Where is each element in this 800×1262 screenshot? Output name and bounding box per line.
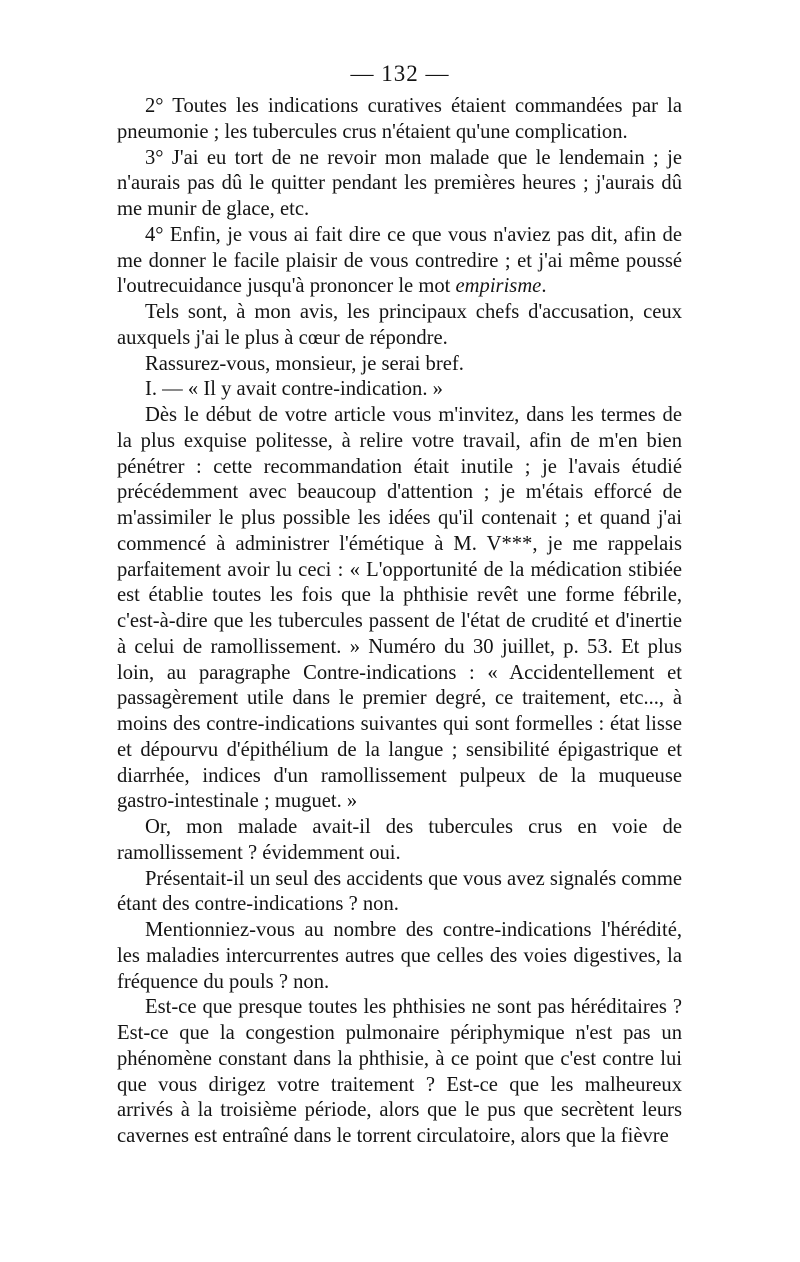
emphasis-empirisme: empirisme — [455, 275, 542, 298]
paragraph-4-end: . — [541, 275, 547, 298]
paragraph-or-mon-malade: Or, mon malade avait-il des tubercules crus en voie de ramollissement ? évidemment oui. — [117, 816, 682, 864]
paragraph-est-ce-que: Est-ce que presque toutes les phthisies ne sont pas héréditaires ? Est-ce que la congestion pulmonaire périphymique n'est pas un phénomène constant dans la phthisie, à ce point que c'est contre lui que vous dirigez votre traitement ? Est-ce que les malheureux arrivés à la troisième période, alors que le pus que secrètent leurs cavernes est entraîné dans le torrent circulatoire, alors que la fièvre — [117, 996, 682, 1147]
paragraph-4-enfin — [117, 223, 682, 300]
paragraph-presentait-il: Présentait-il un seul des accidents que vous avez signalés comme étant des contre-indications ? non. — [117, 867, 682, 916]
paragraph-2-indications: 2° Toutes les indications curatives étaient commandées par la pneumonie ; les tubercules crus n'étaient qu'une complication. — [117, 95, 682, 143]
paragraph-rassurez-vous: Rassurez-vous, monsieur, je serai bref. — [145, 352, 464, 375]
paragraph-mentionniez-vous: Mentionniez-vous au nombre des contre-indications l'hérédité, les maladies intercurrentes autres que celles des voies digestives, la fréquence du pouls ? non. — [117, 919, 682, 993]
paragraph-des-le-debut: Dès le début de votre article vous m'invitez, dans les termes de la plus exquise politesse, à relire votre travail, afin de m'en bien pénétrer : cette recommandation était inutile ; je l'avais étudié précédemment avec beaucoup d'attention ; je m'étais efforcé de m'assimiler le plus possible les idées qu'il contenait ; et quand j'ai commencé à administrer l'émétique à M. V***, je me rappelais parfaitement avoir lu ceci : « L'opportunité de la médication stibiée est établie toutes les fois que la phthisie revêt une forme fébrile, c'est-à-dire que les tubercules passent de l'état de crudité et d'inertie à celui de ramollissement. » Numéro du 30 juillet, p. 53. Et plus loin, au paragraphe Contre-indications : « Accidentellement et passagèrement utile dans le premier degré, ce traitement, etc..., à moins des contre-indications suivantes qui sont formelles : état lisse et dépourvu d'épithélium de la langue ; sensibilité épigastrique et diarrhée, indices d'un ramollissement pulpeux de la muqueuse gastro-intestinale ; muguet. » — [117, 404, 682, 813]
page-number: — 132 — — [350, 61, 450, 86]
body-text — [117, 94, 682, 1150]
paragraph-3-tort: 3° J'ai eu tort de ne revoir mon malade que le lendemain ; je n'aurais pas dû le quitter pendant les premières heures ; j'aurais dû me munir de glace, etc. — [117, 146, 682, 220]
section-heading-I: I. — « Il y avait contre-indication. » — [145, 378, 443, 401]
paragraph-tels-sont: Tels sont, à mon avis, les principaux chefs d'accusation, ceux auxquels j'ai le plus à cœur de répondre. — [117, 301, 682, 349]
paragraph-4-text: 4° Enfin, je vous ai fait dire ce que vous n'aviez pas dit, afin de me donner le facile plaisir de vous contredire ; et j'ai même poussé l'outrecuidance jusqu'à prononcer le mot — [117, 223, 682, 298]
